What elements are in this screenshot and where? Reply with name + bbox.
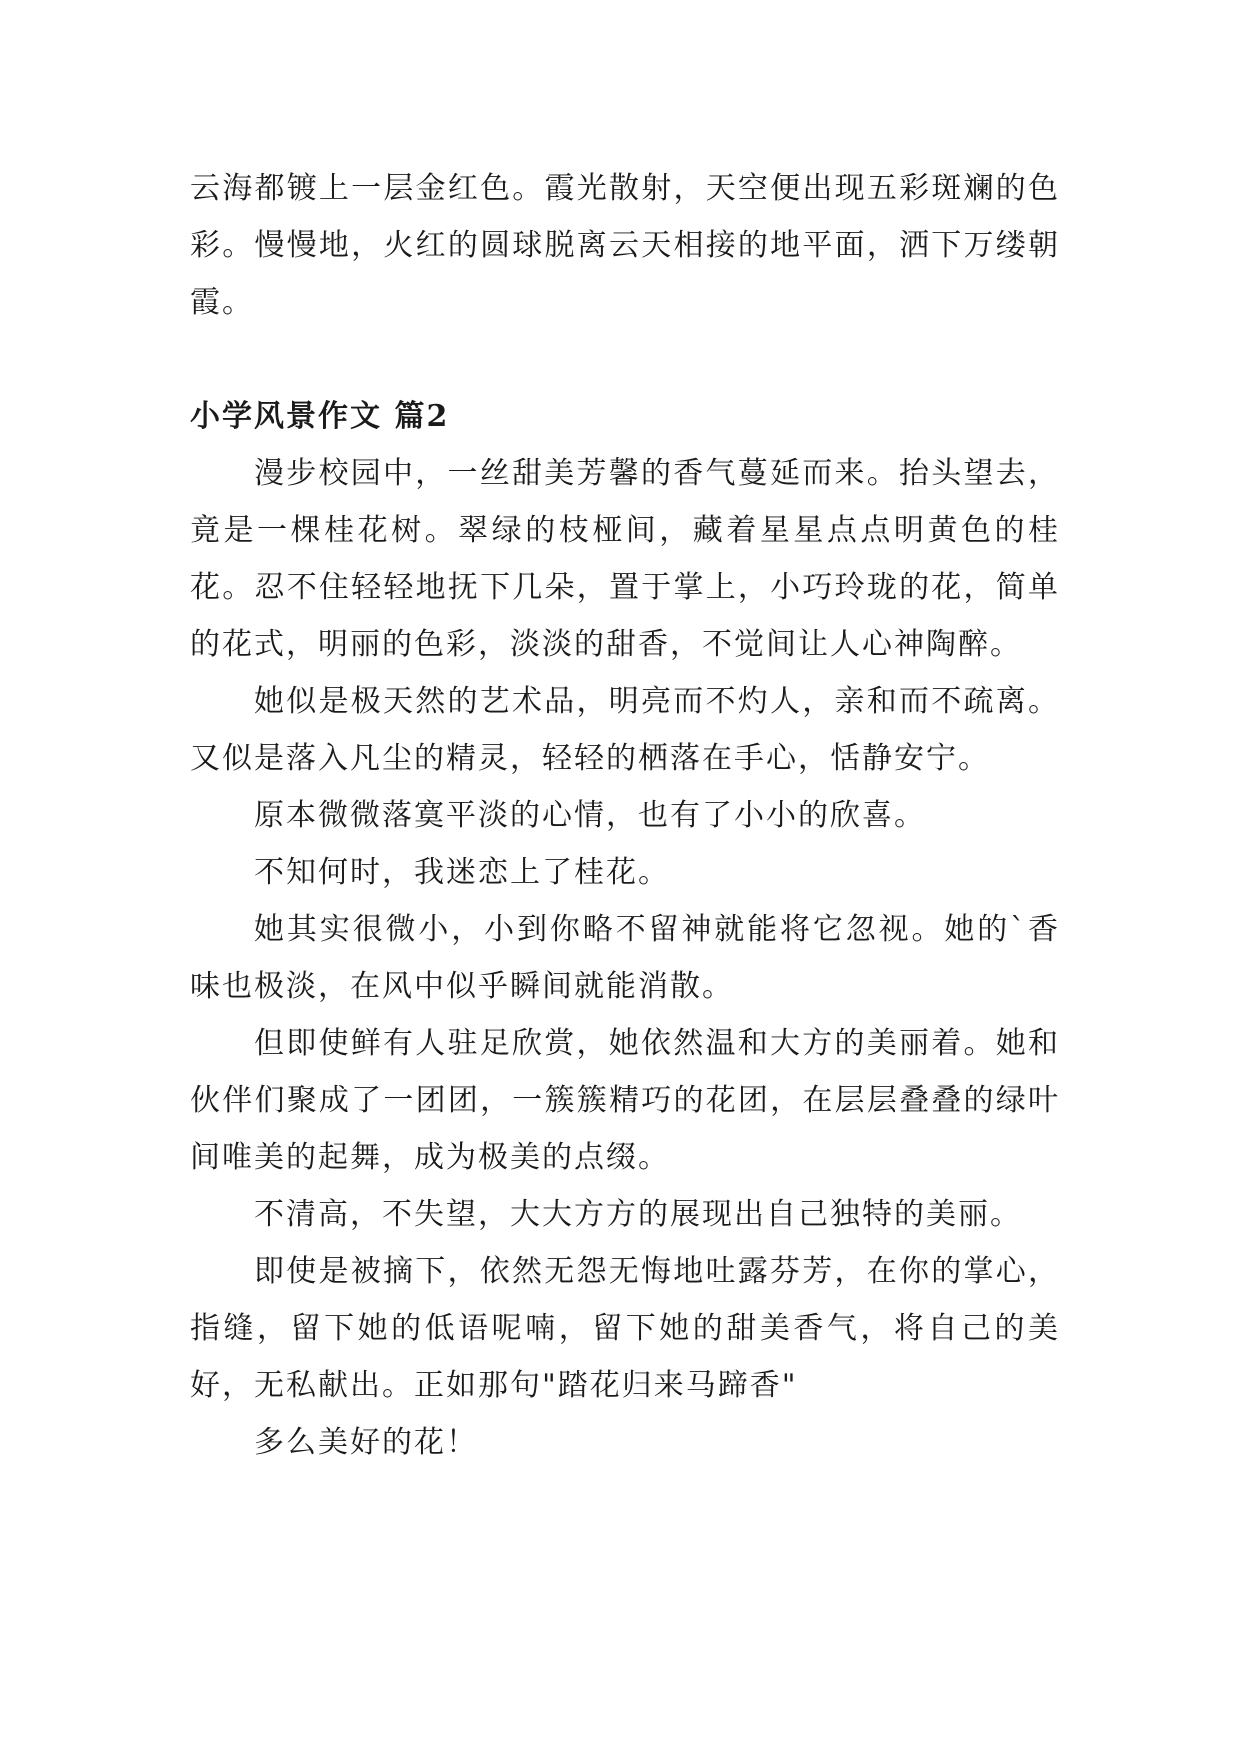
body-paragraph: 即使是被摘下，依然无怨无悔地吐露芬芳，在你的掌心，指缝，留下她的低语呢喃，留下她的甜美香气，将自己的美好，无私献出。正如那句"踏花归来马蹄香" xyxy=(190,1254,1060,1403)
body-paragraph: 她其实很微小，小到你略不留神就能将它忽视。她的`香味也极淡，在风中似乎瞬间就能消散。 xyxy=(190,912,1060,1004)
body-paragraph: 不清高，不失望，大大方方的展现出自己独特的美丽。 xyxy=(254,1197,1022,1232)
body-paragraph: 多么美好的花！ xyxy=(254,1425,478,1460)
body-paragraph: 不知何时，我迷恋上了桂花。 xyxy=(254,855,670,890)
body-paragraph: 漫步校园中，一丝甜美芳馨的香气蔓延而来。抬头望去，竟是一棵桂花树。翠绿的枝桠间，藏着星星点点明黄色的桂花。忍不住轻轻地抚下几朵，置于掌上，小巧玲珑的花，简单的花式，明丽的色彩，淡淡的甜香，不觉间让人心神陶醉。 xyxy=(190,456,1060,662)
document-body xyxy=(190,160,1060,1471)
continuation-paragraph: 云海都镀上一层金红色。霞光散射，天空便出现五彩斑斓的色彩。慢慢地，火红的圆球脱离云天相接的地平面，洒下万缕朝霞。 xyxy=(190,171,1060,320)
body-paragraph: 她似是极天然的艺术品，明亮而不灼人，亲和而不疏离。又似是落入凡尘的精灵，轻轻的栖落在手心，恬静安宁。 xyxy=(190,684,1060,776)
body-paragraph: 但即使鲜有人驻足欣赏，她依然温和大方的美丽着。她和伙伴们聚成了一团团，一簇簇精巧的花团，在层层叠叠的绿叶间唯美的起舞，成为极美的点缀。 xyxy=(190,1026,1060,1175)
body-paragraph: 原本微微落寞平淡的心情，也有了小小的欣喜。 xyxy=(254,798,926,833)
section-title: 小学风景作文 篇2 xyxy=(190,399,450,434)
